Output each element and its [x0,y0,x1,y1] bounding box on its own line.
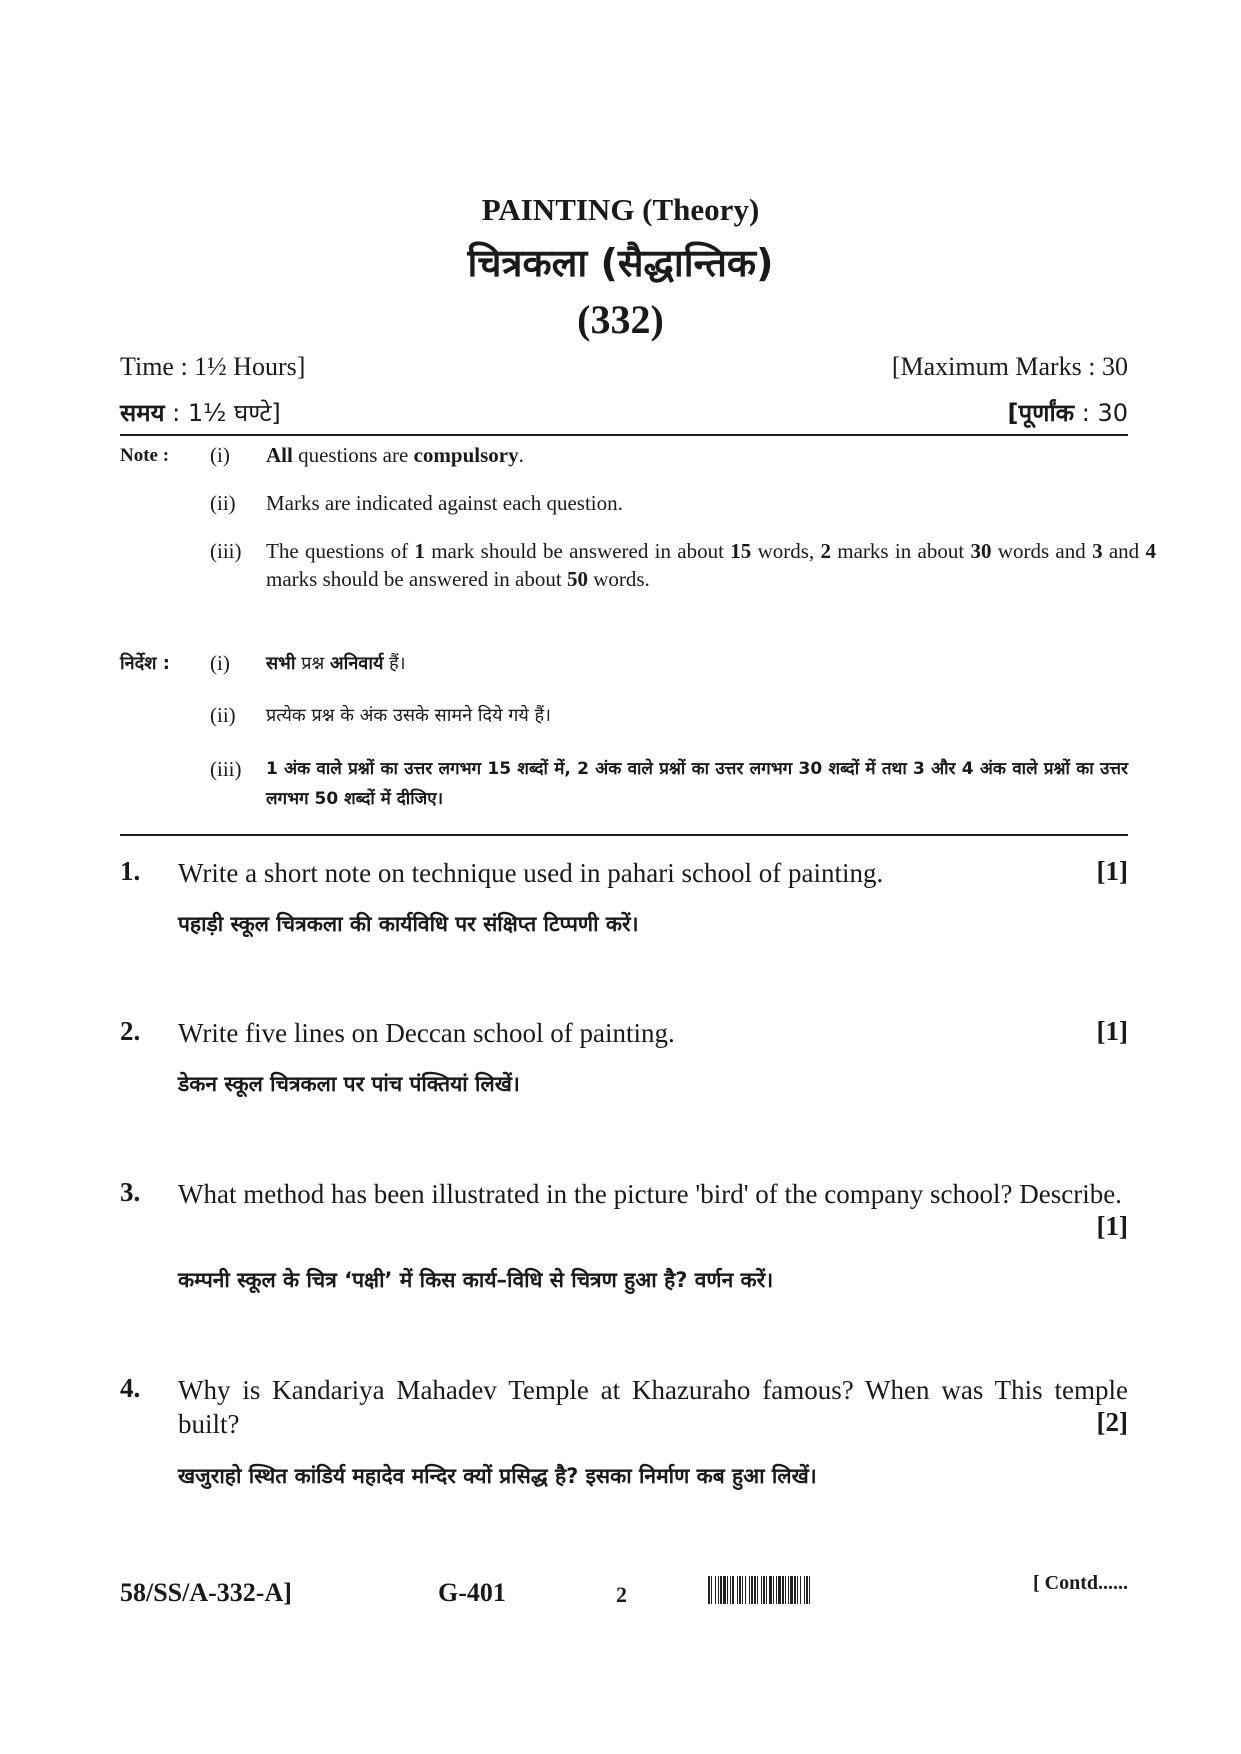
question-text: What method has been illustrated in the picture 'bird' of the company school? Describe. [178,1179,1122,1209]
emphasis: 4 [1145,539,1156,563]
max-marks-english: [Maximum Marks : 30 [891,352,1128,381]
note-fragment: हैं। [383,653,406,674]
note-fragment: and [1102,539,1146,563]
note-fragment: words. [587,567,650,591]
question-hindi: पहाड़ी स्कूल चित्रकला की कार्यविधि पर संक्षिप्त टिप्पणी करें। [178,912,639,936]
page-number: 2 [616,1582,627,1607]
note-item-2: Marks are indicated against each question. [266,491,623,515]
question-hindi: खजुराहो स्थित कांडिर्य महादेव मन्दिर क्यों प्रसिद्ध है? इसका निर्माण कब हुआ लिखें। [178,1464,817,1488]
note-fragment: प्रश्न [295,653,330,674]
question-marks: [1] [1096,1016,1128,1046]
note-item-3 [266,537,1156,593]
note-label: Note : [120,445,170,466]
max-marks-hindi [1008,396,1129,429]
contd-label: [ Contd...... [1032,1572,1128,1594]
emphasis: 1 [414,539,425,563]
note-fragment: marks should be answered in about [266,567,567,591]
nirdesh-label: निर्देश : [120,653,170,674]
note-fragment: words and [991,539,1093,563]
note-fragment: The questions of [266,539,415,563]
emphasis: 3 [1092,539,1103,563]
note-number: (iii) [210,757,242,781]
question-marks: [2] [1096,1407,1128,1437]
note-number: (ii) [210,491,236,515]
question-marks: [1] [1096,856,1128,886]
time-hindi [120,396,281,429]
note-fragment: . [518,443,524,467]
note-fragment: questions are [292,443,414,467]
note-fragment: words, [751,539,821,563]
emphasis: All [266,443,293,467]
question-marks: [1] [1096,1211,1128,1241]
question-number: 4. [120,1373,141,1403]
barcode-icon [708,1576,918,1604]
max-marks-hindi-value: : 30 [1074,399,1128,427]
question-number: 2. [120,1016,141,1046]
question-text: Write a short note on technique used in pahari school of painting. [178,858,884,888]
nirdesh-item-2: प्रत्येक प्रश्न के अंक उसके सामने दिये गये हैं। [266,705,551,726]
note-number: (iii) [210,539,242,563]
nirdesh-item-3: 1 अंक वाले प्रश्नों का उत्तर लगभग 15 शब्दों में, 2 अंक वाले प्रश्नों का उत्तर लगभग 30 शब्दों में तथा 3 और 4 अंक वाले प्रश्नों का उत्तर लगभग 50 शब्दों में दीजिए। [266,759,1128,809]
time-english: Time : 1½ Hours] [120,352,306,381]
question-number: 3. [120,1177,141,1207]
emphasis: अनिवार्य [329,653,384,674]
footer-set-code: G-401 [438,1578,506,1607]
question-number: 1. [120,856,141,886]
note-item-1 [266,441,1156,469]
emphasis: compulsory [413,443,519,467]
note-number: (ii) [210,703,236,727]
emphasis: 15 [730,539,752,563]
question-text: Write five lines on Deccan school of painting. [178,1018,675,1048]
question-text: Why is Kandariya Mahadev Temple at Khazuraho famous? When was This temple built? [178,1375,1128,1439]
barcode-bar [810,1576,812,1604]
notes-divider [120,834,1128,836]
nirdesh-item-1 [266,649,406,679]
time-hindi-value: : 1½ घण्टे] [164,399,281,427]
paper-title-english: PAINTING (Theory) [481,192,760,227]
emphasis: 50 [566,567,588,591]
header-divider [120,434,1128,436]
max-marks-hindi-label: [पूर्णांक [1007,399,1075,427]
note-number: (i) [210,443,230,467]
paper-code: (332) [577,297,664,342]
question-hindi: डेकन स्कूल चित्रकला पर पांच पंक्तियां लिखें। [178,1072,520,1096]
question-hindi: कम्पनी स्कूल के चित्र ‘पक्षी’ में किस कार्य–विधि से चित्रण हुआ है? वर्णन करें। [178,1268,774,1292]
note-number: (i) [210,651,230,675]
footer-paper-code: 58/SS/A-332-A] [120,1578,292,1607]
note-fragment: marks in about [830,539,971,563]
time-hindi-label: समय [120,399,165,427]
emphasis: 2 [820,539,831,563]
emphasis: 30 [970,539,992,563]
note-fragment: mark should be answered in about [424,539,731,563]
paper-title-hindi: चित्रकला (सैद्धान्तिक) [467,241,774,285]
emphasis: सभी [266,653,296,674]
